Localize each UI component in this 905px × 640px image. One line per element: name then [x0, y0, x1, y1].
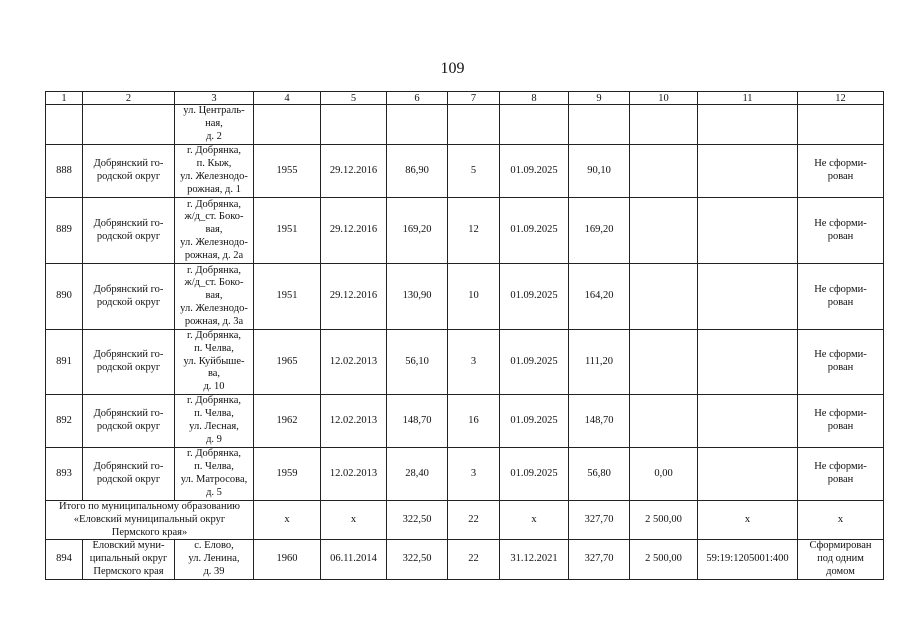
cell-deadline: 01.09.2025 — [500, 145, 569, 198]
cell-deadline: 01.09.2025 — [500, 395, 569, 448]
cell-address: г. Добрянка, ж/д_ст. Боко- вая, ул. Железнодо- рожная, д. 3а — [175, 264, 254, 330]
cell-area2: 56,80 — [569, 448, 630, 501]
cell-status — [798, 105, 884, 145]
cell-residents: 3 — [448, 448, 500, 501]
cell-cost: 0,00 — [630, 448, 698, 501]
cell-address: г. Добрянка, п. Кыж, ул. Железнодо- рожная, д. 1 — [175, 145, 254, 198]
column-number-row — [46, 92, 884, 105]
cell-address: г. Добрянка, п. Челва, ул. Матросова, д. 5 — [175, 448, 254, 501]
cell-municipality: Добрянский го- родской округ — [83, 330, 175, 395]
cell-address: г. Добрянка, ж/д_ст. Боко- вая, ул. Железнодо- рожная, д. 2а — [175, 198, 254, 264]
cell-residents: 22 — [448, 540, 500, 579]
cell-residents: 5 — [448, 145, 500, 198]
cell-year: 1955 — [254, 145, 321, 198]
cell-deadline: х — [500, 501, 569, 540]
cell-cadastral — [698, 264, 798, 330]
column-header: 3 — [175, 92, 254, 105]
cell-area: 86,90 — [387, 145, 448, 198]
cell-area: 28,40 — [387, 448, 448, 501]
cell-area — [387, 105, 448, 145]
cell-year: 1962 — [254, 395, 321, 448]
cell-residents: 22 — [448, 501, 500, 540]
cell-date: 12.02.2013 — [321, 448, 387, 501]
cell-municipality: Добрянский го- родской округ — [83, 448, 175, 501]
cell-cost: 2 500,00 — [630, 540, 698, 579]
cell-residents: 12 — [448, 198, 500, 264]
cell-cadastral — [698, 145, 798, 198]
cell-area2: 169,20 — [569, 198, 630, 264]
cell-year: х — [254, 501, 321, 540]
table-row-continued — [46, 105, 884, 145]
housing-registry-table — [45, 91, 884, 580]
cell-status: Не сформи- рован — [798, 264, 884, 330]
cell-year: 1951 — [254, 264, 321, 330]
cell-date: 29.12.2016 — [321, 264, 387, 330]
cell-date: 06.11.2014 — [321, 540, 387, 579]
cell-cost — [630, 264, 698, 330]
cell-deadline: 01.09.2025 — [500, 330, 569, 395]
cell-num: 891 — [46, 330, 83, 395]
column-header: 12 — [798, 92, 884, 105]
cell-cadastral — [698, 448, 798, 501]
cell-cost: 2 500,00 — [630, 501, 698, 540]
cell-residents: 16 — [448, 395, 500, 448]
cell-status: Не сформи- рован — [798, 198, 884, 264]
cell-cadastral: 59:19:1205001:400 — [698, 540, 798, 579]
cell-year: 1965 — [254, 330, 321, 395]
cell-date: 12.02.2013 — [321, 395, 387, 448]
cell-cadastral — [698, 198, 798, 264]
cell-area2: 90,10 — [569, 145, 630, 198]
cell-status: х — [798, 501, 884, 540]
cell-num: 889 — [46, 198, 83, 264]
cell-cost — [630, 145, 698, 198]
cell-area2: 148,70 — [569, 395, 630, 448]
cell-municipality: Еловский муни- ципальный округ Пермского края — [83, 540, 175, 579]
cell-deadline: 31.12.2021 — [500, 540, 569, 579]
column-header: 8 — [500, 92, 569, 105]
cell-year — [254, 105, 321, 145]
summary-row — [46, 501, 884, 540]
cell-num: 890 — [46, 264, 83, 330]
column-header: 4 — [254, 92, 321, 105]
summary-label: Итого по муниципальному образованию «Еловский муниципальный округ Пермского края» — [46, 501, 254, 540]
cell-cost — [630, 395, 698, 448]
cell-cadastral — [698, 105, 798, 145]
column-header: 5 — [321, 92, 387, 105]
cell-date: 29.12.2016 — [321, 145, 387, 198]
cell-date: х — [321, 501, 387, 540]
cell-municipality: Добрянский го- родской округ — [83, 198, 175, 264]
cell-cadastral: х — [698, 501, 798, 540]
cell-status: Не сформи- рован — [798, 448, 884, 501]
cell-status: Не сформи- рован — [798, 395, 884, 448]
cell-municipality: Добрянский го- родской округ — [83, 145, 175, 198]
cell-cost — [630, 105, 698, 145]
table-row — [46, 145, 884, 198]
cell-area: 148,70 — [387, 395, 448, 448]
cell-residents: 3 — [448, 330, 500, 395]
cell-cadastral — [698, 395, 798, 448]
table-row — [46, 264, 884, 330]
cell-year: 1960 — [254, 540, 321, 579]
cell-deadline — [500, 105, 569, 145]
cell-status: Не сформи- рован — [798, 330, 884, 395]
cell-date — [321, 105, 387, 145]
cell-address: ул. Централь- ная, д. 2 — [175, 105, 254, 145]
cell-date: 29.12.2016 — [321, 198, 387, 264]
cell-deadline: 01.09.2025 — [500, 448, 569, 501]
cell-num: 893 — [46, 448, 83, 501]
cell-cost — [630, 198, 698, 264]
column-header: 2 — [83, 92, 175, 105]
cell-municipality: Добрянский го- родской округ — [83, 264, 175, 330]
column-header: 11 — [698, 92, 798, 105]
cell-cost — [630, 330, 698, 395]
cell-area: 322,50 — [387, 540, 448, 579]
column-header: 7 — [448, 92, 500, 105]
cell-area2: 164,20 — [569, 264, 630, 330]
cell-area: 56,10 — [387, 330, 448, 395]
cell-deadline: 01.09.2025 — [500, 198, 569, 264]
cell-deadline: 01.09.2025 — [500, 264, 569, 330]
cell-status: Не сформи- рован — [798, 145, 884, 198]
cell-address: г. Добрянка, п. Челва, ул. Лесная, д. 9 — [175, 395, 254, 448]
cell-num — [46, 105, 83, 145]
cell-municipality — [83, 105, 175, 145]
cell-address: г. Добрянка, п. Челва, ул. Куйбыше- ва, д. 10 — [175, 330, 254, 395]
cell-num: 888 — [46, 145, 83, 198]
cell-num: 892 — [46, 395, 83, 448]
column-header: 10 — [630, 92, 698, 105]
table-row — [46, 540, 884, 579]
column-header: 9 — [569, 92, 630, 105]
cell-area: 322,50 — [387, 501, 448, 540]
cell-num: 894 — [46, 540, 83, 579]
cell-residents: 10 — [448, 264, 500, 330]
cell-municipality: Добрянский го- родской округ — [83, 395, 175, 448]
cell-date: 12.02.2013 — [321, 330, 387, 395]
cell-residents — [448, 105, 500, 145]
cell-cadastral — [698, 330, 798, 395]
table-row — [46, 448, 884, 501]
cell-status: Сформирован под одним домом — [798, 540, 884, 579]
table-row — [46, 395, 884, 448]
column-header: 1 — [46, 92, 83, 105]
cell-year: 1951 — [254, 198, 321, 264]
cell-year: 1959 — [254, 448, 321, 501]
cell-area2: 327,70 — [569, 501, 630, 540]
table-row — [46, 198, 884, 264]
cell-area: 130,90 — [387, 264, 448, 330]
cell-address: с. Елово, ул. Ленина, д. 39 — [175, 540, 254, 579]
column-header: 6 — [387, 92, 448, 105]
table-row — [46, 330, 884, 395]
cell-area2 — [569, 105, 630, 145]
cell-area2: 111,20 — [569, 330, 630, 395]
page-number: 109 — [440, 60, 465, 77]
cell-area: 169,20 — [387, 198, 448, 264]
cell-area2: 327,70 — [569, 540, 630, 579]
